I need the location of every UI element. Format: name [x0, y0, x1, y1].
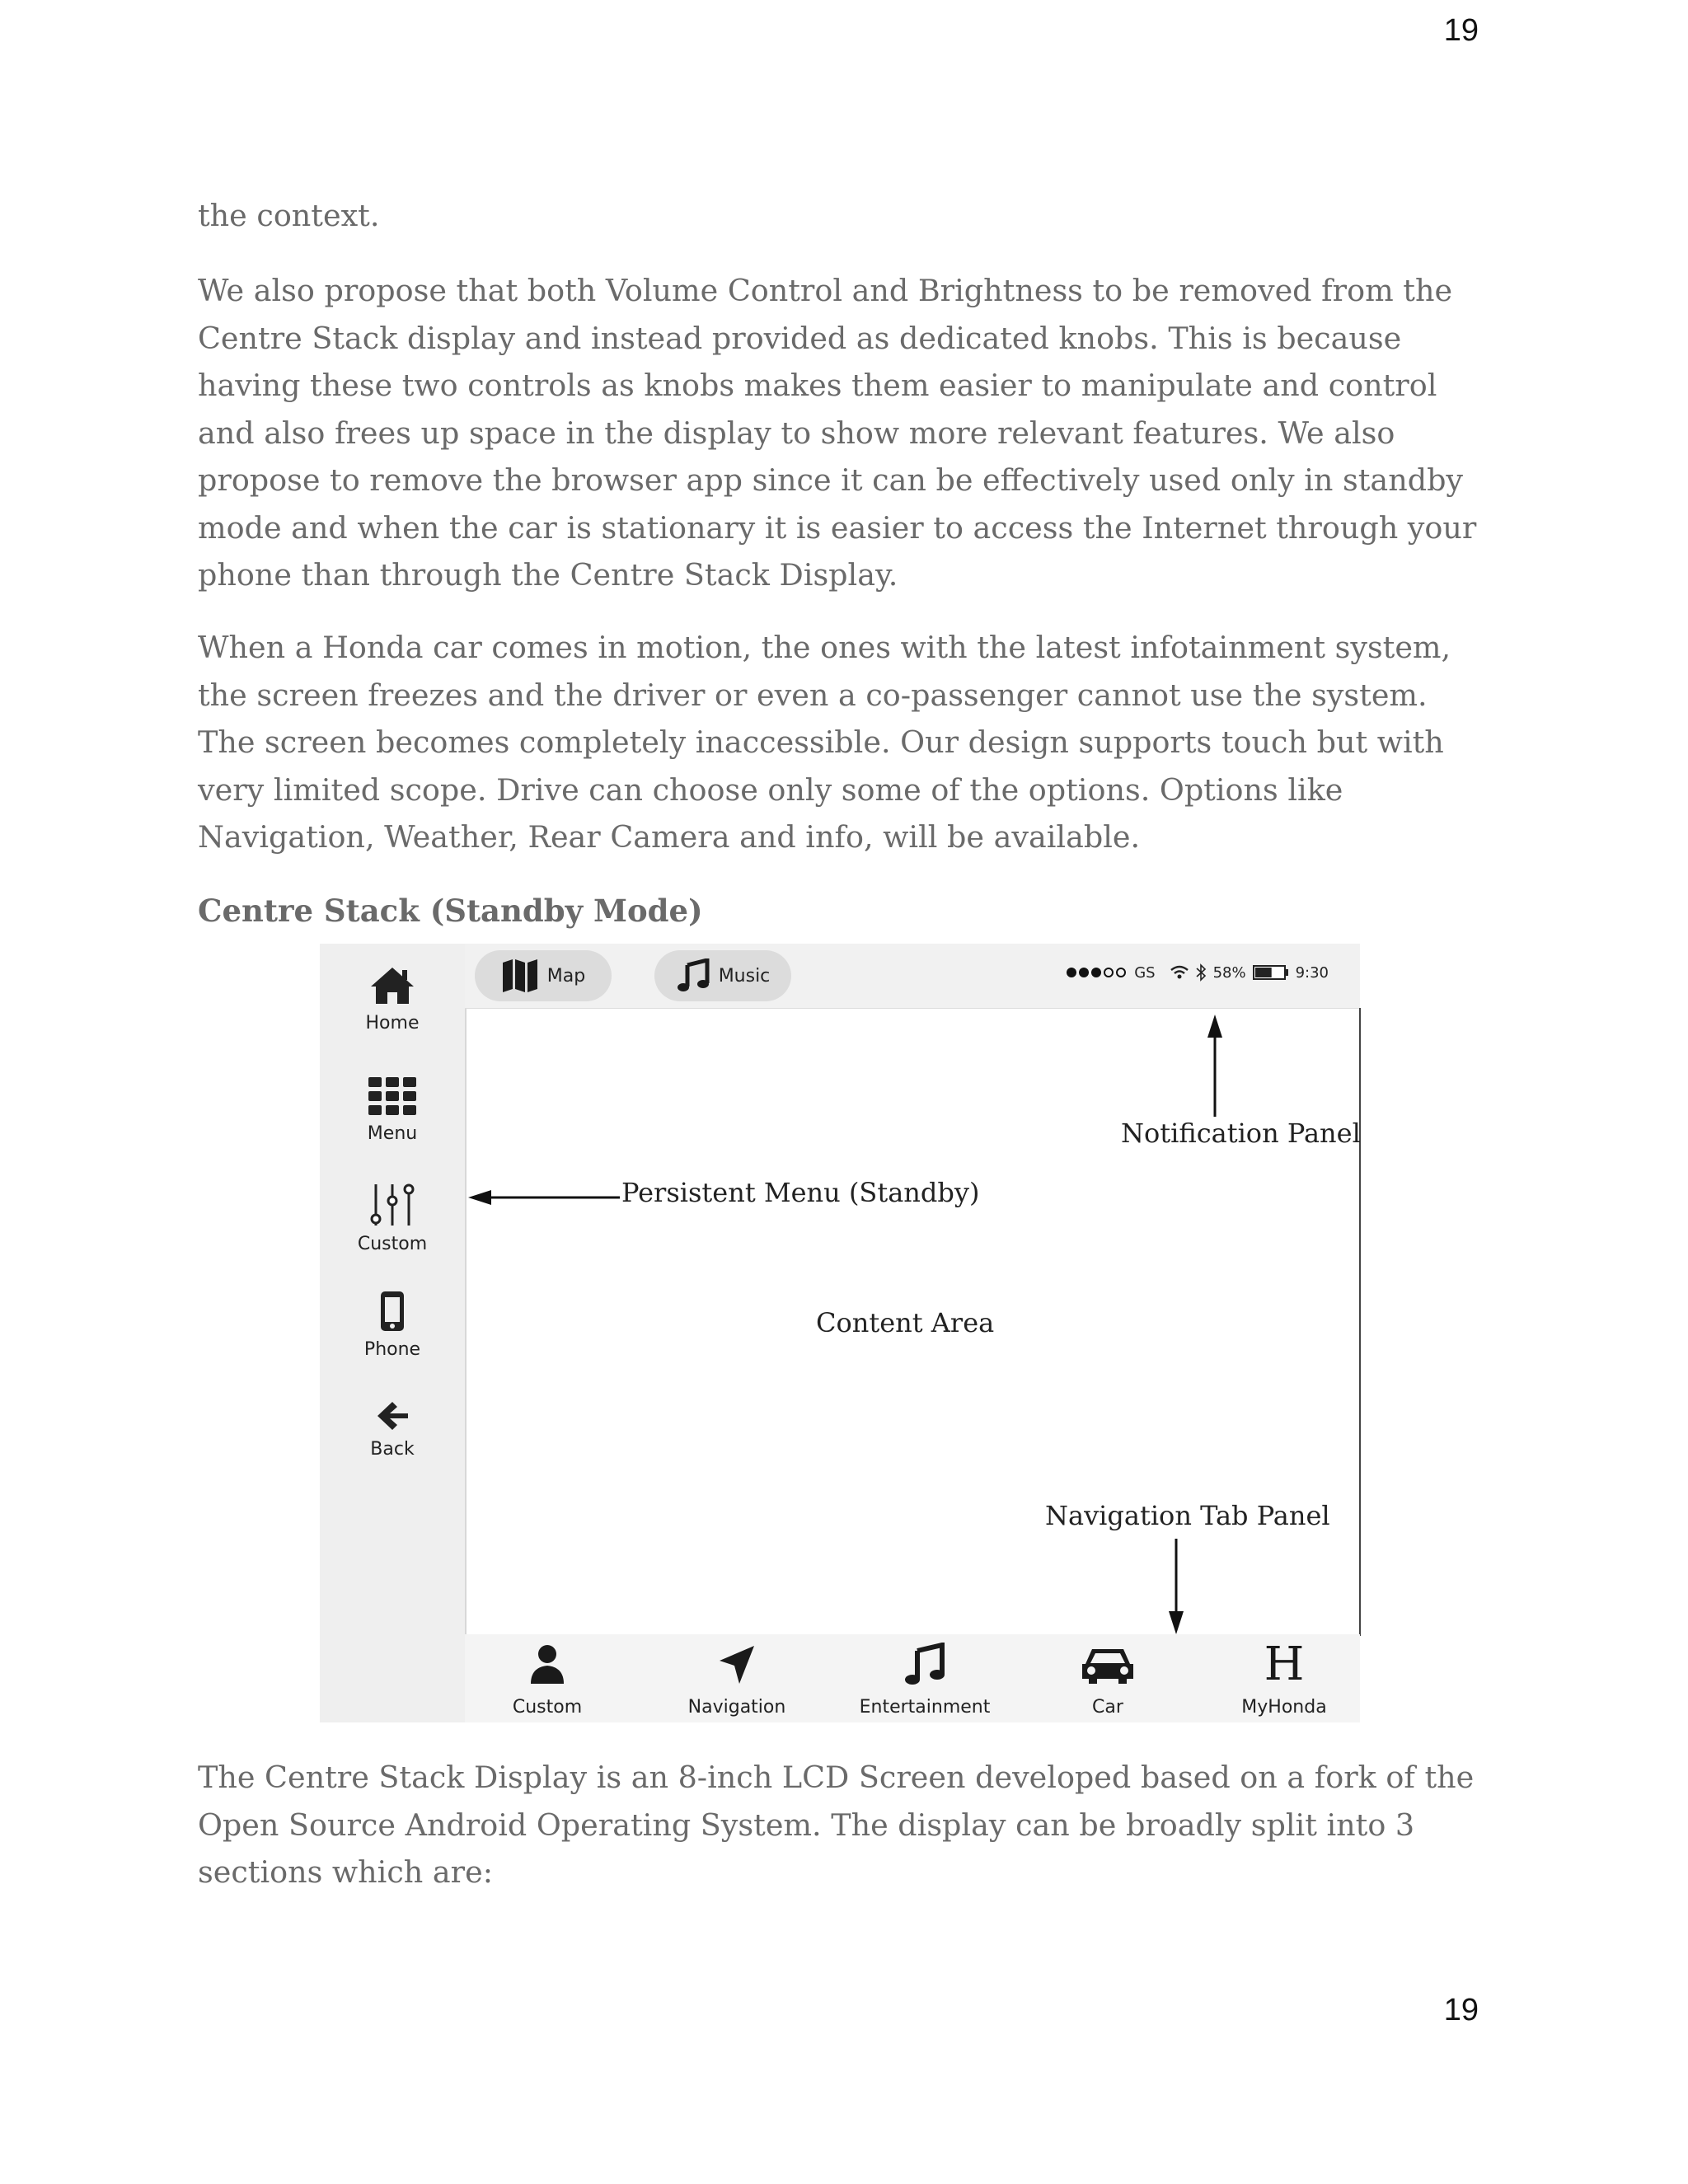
navigation-tab-panel	[465, 1634, 1360, 1722]
tab-label: Car	[1092, 1697, 1123, 1718]
tab-label: Custom	[512, 1697, 583, 1718]
music-note-icon	[904, 1643, 945, 1687]
paragraph-display-description: The Centre Stack Display is an 8-inch LCD Screen developed based on a fork of the Open Source Android Operating System. The display can be broadly split into 3 sections which are:	[198, 1760, 1475, 1890]
tab-myhonda[interactable]	[1202, 1638, 1367, 1718]
tab-label: Navigation	[687, 1697, 786, 1718]
carrier-name: GS	[1134, 963, 1156, 982]
navigation-arrow-icon	[716, 1643, 757, 1687]
battery-percentage: 58%	[1212, 963, 1246, 982]
page-number-top: 19	[1443, 13, 1479, 48]
sidebar-item-label: Menu	[367, 1123, 418, 1144]
car-icon	[1081, 1643, 1135, 1687]
honda-h-icon: H	[1264, 1638, 1305, 1691]
arrow-left-persistent	[468, 1190, 620, 1205]
paragraph-context: the context.	[198, 198, 380, 233]
person-icon	[528, 1643, 567, 1687]
annotation-persistent-menu: Persistent Menu (Standby)	[621, 1177, 980, 1208]
tab-entertainment[interactable]	[842, 1643, 1007, 1718]
section-heading: Centre Stack (Standby Mode)	[198, 893, 703, 929]
centre-stack-figure	[320, 944, 1360, 1722]
tab-label: MyHonda	[1241, 1697, 1327, 1718]
status-time: 9:30	[1295, 963, 1329, 982]
tab-label: Entertainment	[859, 1697, 991, 1718]
annotation-content-area: Content Area	[816, 1307, 995, 1338]
annotation-arrows	[320, 944, 1360, 1722]
annotation-navigation-tab-panel: Navigation Tab Panel	[1045, 1500, 1330, 1531]
sidebar-item-label: Home	[365, 1013, 420, 1033]
paragraph-honda-motion: When a Honda car comes in motion, the ones with the latest infotainment system, the screen freezes and the driver or even a co-passenger cannot use the system. The screen becomes completely inaccessible. Our design supports touch but with very limited scope. Drive can choose only some of the options. Options like Navigation, Weather, Rear Camera and info, will be available.	[198, 630, 1451, 855]
tab-custom[interactable]	[465, 1643, 630, 1718]
arrow-up-notification	[1207, 1015, 1222, 1117]
arrow-down-navtab	[1169, 1539, 1184, 1634]
annotation-notification-panel: Notification Panel	[1121, 1118, 1361, 1149]
tab-music-label: Music	[718, 965, 771, 987]
page-number-bottom: 19	[1443, 1993, 1479, 2027]
sidebar-item-label: Back	[370, 1439, 415, 1460]
sidebar-item-label: Custom	[357, 1234, 428, 1254]
paragraph-volume-brightness: We also propose that both Volume Control and Brightness to be removed from the Centre Stack display and instead provided as dedicated knobs. This is because having these two controls as knobs makes them easier to manipulate and control and also frees up space in the display to show more relevant features. We also propose to remove the browser app since it can be effectively used only in standby mode and when the car is stationary it is easier to access the Internet through your phone than through the Centre Stack Display.	[198, 273, 1477, 593]
tab-map-label: Map	[546, 965, 586, 987]
sidebar-item-label: Phone	[363, 1339, 421, 1360]
tab-navigation[interactable]	[654, 1643, 819, 1718]
tab-car[interactable]	[1025, 1643, 1190, 1718]
